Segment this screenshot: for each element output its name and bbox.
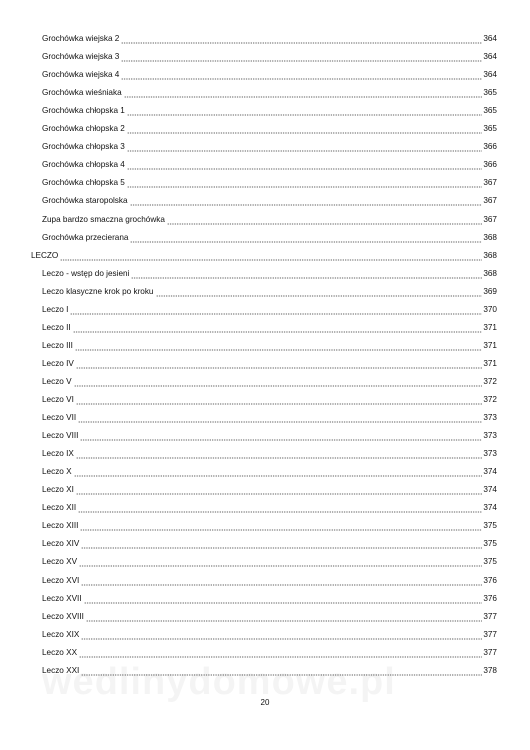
toc-entry-row[interactable] (42, 301, 497, 315)
toc-entry-row[interactable] (42, 499, 497, 513)
toc-dot-leader (84, 594, 483, 604)
toc-dot-leader (80, 521, 482, 531)
toc-entry-row[interactable] (42, 427, 497, 441)
toc-dot-leader (127, 142, 483, 152)
toc-dot-leader (121, 70, 482, 80)
toc-dot-leader (127, 160, 483, 170)
toc-entry-page: 374 (483, 467, 497, 477)
toc-entry-row[interactable] (42, 553, 497, 567)
toc-entry-label: Grochówka przecierana (42, 232, 129, 242)
toc-dot-leader (78, 503, 482, 513)
toc-entry-page: 364 (483, 34, 497, 43)
toc-dot-leader (124, 88, 483, 98)
toc-entry-page: 377 (483, 647, 497, 657)
toc-entry-label: Grochówka wiejska 2 (42, 34, 120, 43)
toc-entry-row[interactable] (42, 517, 497, 531)
toc-entry-label: Leczo V (42, 376, 72, 386)
toc-entry-label: Grochówka chłopska 4 (42, 160, 125, 170)
toc-entry-page: 368 (483, 250, 497, 260)
toc-entry-label: Leczo VII (42, 413, 77, 423)
toc-entry-row[interactable] (42, 626, 497, 640)
toc-entry-row[interactable] (42, 463, 497, 477)
toc-entry-page: 371 (483, 358, 497, 368)
toc-entry-row[interactable] (42, 319, 497, 333)
toc-dot-leader (167, 215, 482, 225)
toc-dot-leader (81, 576, 482, 586)
toc-entry-row[interactable] (42, 391, 497, 405)
toc-entry-label: Leczo XVII (42, 593, 82, 603)
toc-entry-row[interactable] (42, 120, 497, 134)
toc-entry-label: Grochówka chłopska 1 (42, 106, 125, 116)
toc-entry-label: Leczo X (42, 467, 72, 477)
toc-entry-label: Leczo - wstęp do jesieni (42, 268, 130, 278)
toc-entry-row[interactable] (42, 138, 497, 152)
toc-entry-page: 378 (483, 665, 497, 675)
toc-dot-leader (80, 431, 482, 441)
toc-entry-page: 376 (483, 575, 497, 585)
toc-entry-page: 373 (483, 413, 497, 423)
toc-entry-row[interactable] (42, 84, 497, 98)
toc-dot-leader (75, 341, 482, 351)
toc-dot-leader (156, 287, 483, 297)
toc-entry-page: 368 (483, 268, 497, 278)
toc-entry-row[interactable] (42, 590, 497, 604)
toc-entry-label: Leczo klasyczne krok po kroku (42, 286, 154, 296)
toc-entry-row[interactable] (42, 409, 497, 423)
toc-entry-row[interactable] (42, 535, 497, 549)
toc-dot-leader (81, 666, 482, 676)
toc-dot-leader (127, 124, 483, 134)
toc-entry-label: Leczo XIV (42, 539, 80, 549)
toc-entry-page: 369 (483, 286, 497, 296)
toc-entry-label: Leczo XVI (42, 575, 80, 585)
toc-entry-label: Leczo VIII (42, 431, 79, 441)
toc-entry-label: Leczo I (42, 304, 69, 314)
toc-chapter-row[interactable] (31, 247, 497, 261)
toc-entry-label: Leczo XIII (42, 521, 79, 531)
toc-dot-leader (76, 359, 482, 369)
toc-entry-label: Leczo III (42, 340, 73, 350)
toc-entry-page: 375 (483, 539, 497, 549)
toc-entry-page: 372 (483, 376, 497, 386)
toc-entry-row[interactable] (42, 445, 497, 459)
toc-entry-row[interactable] (42, 355, 497, 369)
toc-entry-label: Grochówka chłopska 2 (42, 124, 125, 134)
toc-dot-leader (78, 413, 482, 423)
toc-dot-leader (79, 557, 482, 567)
toc-dot-leader (73, 323, 483, 333)
toc-entry-page: 367 (483, 214, 497, 224)
toc-entry-page: 371 (483, 322, 497, 332)
toc-entry-page: 376 (483, 593, 497, 603)
toc-entry-label: Grochówka wiejska 4 (42, 70, 120, 80)
toc-dot-leader (76, 485, 482, 495)
toc-entry-label: Leczo XVIII (42, 611, 84, 621)
toc-entry-page: 365 (483, 106, 497, 116)
toc-entry-label: Leczo XI (42, 485, 74, 495)
toc-entry-row[interactable] (42, 192, 497, 206)
toc-entry-page: 375 (483, 557, 497, 567)
toc-entry-row[interactable] (42, 102, 497, 116)
toc-dot-leader (121, 34, 482, 44)
toc-entry-row[interactable] (42, 662, 497, 676)
toc-entry-page: 375 (483, 521, 497, 531)
toc-dot-leader (74, 377, 483, 387)
toc-entry-label: Grochówka chłopska 3 (42, 142, 125, 152)
toc-entry-page: 367 (483, 196, 497, 206)
toc-entry-row[interactable] (42, 283, 497, 297)
toc-entry-row[interactable] (42, 66, 497, 80)
toc-entry-row[interactable] (42, 337, 497, 351)
toc-entry-label: Zupa bardzo smaczna grochówka (42, 214, 165, 224)
toc-entry-row[interactable] (42, 481, 497, 495)
toc-entry-page: 364 (483, 52, 497, 62)
toc-dot-leader (130, 196, 483, 206)
toc-dot-leader (81, 539, 482, 549)
toc-entry-label: Leczo IX (42, 449, 74, 459)
toc-dot-leader (79, 648, 482, 658)
toc-entry-page: 374 (483, 485, 497, 495)
toc-entry-page: 365 (483, 88, 497, 98)
toc-entry-row[interactable] (42, 373, 497, 387)
toc-entry-page: 377 (483, 611, 497, 621)
toc-entry-row[interactable] (42, 211, 497, 225)
toc-dot-leader (60, 251, 482, 261)
toc-entry-page: 377 (483, 629, 497, 639)
toc-entry-page: 370 (483, 304, 497, 314)
toc-entry-row[interactable] (42, 156, 497, 170)
toc-dot-leader (81, 630, 482, 640)
toc-entry-page: 367 (483, 178, 497, 188)
toc-entry-label: Leczo II (42, 322, 71, 332)
toc-entry-page: 368 (483, 232, 497, 242)
toc-entry-page: 366 (483, 160, 497, 170)
toc-entry-page: 372 (483, 395, 497, 404)
toc-entry-row[interactable] (42, 572, 497, 586)
toc-entry-row[interactable] (42, 229, 497, 243)
toc-entry-label: Leczo XIX (42, 629, 80, 639)
toc-dot-leader (121, 52, 482, 62)
toc-dot-leader (127, 178, 483, 188)
toc-entry-label: Leczo VI (42, 395, 74, 404)
toc-dot-leader (76, 395, 482, 405)
toc-entry-page: 366 (483, 142, 497, 152)
toc-entry-row[interactable] (42, 644, 497, 658)
toc-dot-leader (86, 612, 482, 622)
toc-entry-label: Leczo XII (42, 503, 77, 513)
toc-dot-leader (130, 233, 482, 243)
toc-entry-label: Leczo XV (42, 557, 78, 567)
toc-dot-leader (76, 449, 482, 459)
toc-entry-row[interactable] (42, 265, 497, 279)
toc-entry-label: Grochówka staropolska (42, 196, 128, 206)
toc-entry-label: Leczo IV (42, 358, 74, 368)
toc-entry-row[interactable] (42, 48, 497, 62)
toc-entry-label: Grochówka wieśniaka (42, 88, 122, 98)
page-number: 20 (260, 698, 270, 707)
toc-entry-label: LECZO (31, 250, 59, 260)
toc-dot-leader (70, 305, 482, 315)
toc-dot-leader (131, 269, 482, 279)
toc-entry-label: Leczo XXI (42, 665, 80, 675)
toc-entry-label: Leczo XX (42, 647, 78, 657)
toc-entry-row[interactable] (42, 608, 497, 622)
toc-entry-row[interactable] (42, 174, 497, 188)
toc-entry-page: 365 (483, 124, 497, 134)
toc-entry-page: 364 (483, 70, 497, 80)
toc-entry-page: 373 (483, 449, 497, 459)
toc-dot-leader (74, 467, 483, 477)
toc-entry-row[interactable] (42, 30, 497, 44)
toc-entry-page: 374 (483, 503, 497, 513)
toc-entry-page: 373 (483, 431, 497, 441)
toc-entry-page: 371 (483, 340, 497, 350)
toc-entry-label: Grochówka chłopska 5 (42, 178, 125, 188)
toc-entry-label: Grochówka wiejska 3 (42, 52, 120, 62)
toc-dot-leader (127, 106, 483, 116)
